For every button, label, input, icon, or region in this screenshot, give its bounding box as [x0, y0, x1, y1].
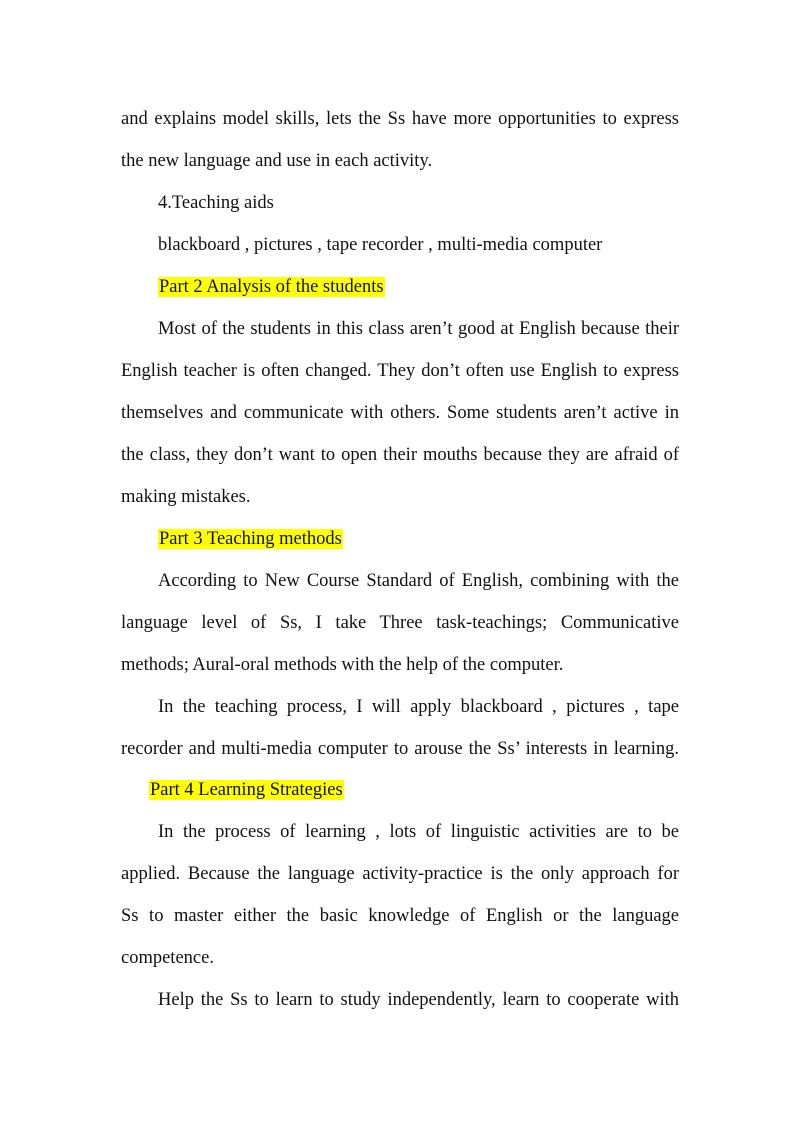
section-heading [158, 275, 385, 299]
highlighted-heading: Part 3 Teaching methods [159, 529, 342, 549]
body-text-line: In the process of learning , lots of linguistic activities are to be [158, 822, 679, 842]
body-text-line: themselves and communicate with others. Some students aren’t active in [121, 403, 679, 423]
body-text-line: Most of the students in this class aren’t good at English because their [158, 319, 679, 339]
body-text-line: the class, they don’t want to open their mouths because they are afraid of [121, 445, 679, 465]
body-text-line: the new language and use in each activity. [121, 151, 433, 171]
highlighted-heading: Part 2 Analysis of the students [159, 277, 384, 297]
body-text-line: English teacher is often changed. They don’t often use English to express [121, 361, 679, 381]
body-text-line: competence. [121, 948, 214, 968]
body-text-line: applied. Because the language activity-practice is the only approach for [121, 864, 679, 884]
body-text-line: making mistakes. [121, 487, 251, 507]
body-text-line: Help the Ss to learn to study independently, learn to cooperate with [158, 990, 679, 1010]
body-text-line: In the teaching process, I will apply blackboard , pictures , tape [158, 697, 679, 717]
body-text-line: methods; Aural-oral methods with the help of the computer. [121, 655, 564, 675]
body-text-line: blackboard , pictures , tape recorder , multi-media computer [158, 235, 603, 255]
section-heading [149, 778, 344, 802]
highlighted-heading: Part 4 Learning Strategies [150, 780, 343, 800]
body-text-line: language level of Ss, I take Three task-teachings; Communicative [121, 613, 679, 633]
body-text-line: According to New Course Standard of English, combining with the [158, 571, 679, 591]
section-heading: 4.Teaching aids [158, 193, 274, 213]
body-text-line: and explains model skills, lets the Ss have more opportunities to express [121, 109, 679, 129]
body-text-line: recorder and multi-media computer to arouse the Ss’ interests in learning. [121, 739, 679, 759]
section-heading [158, 527, 343, 551]
body-text-line: Ss to master either the basic knowledge of English or the language [121, 906, 679, 926]
